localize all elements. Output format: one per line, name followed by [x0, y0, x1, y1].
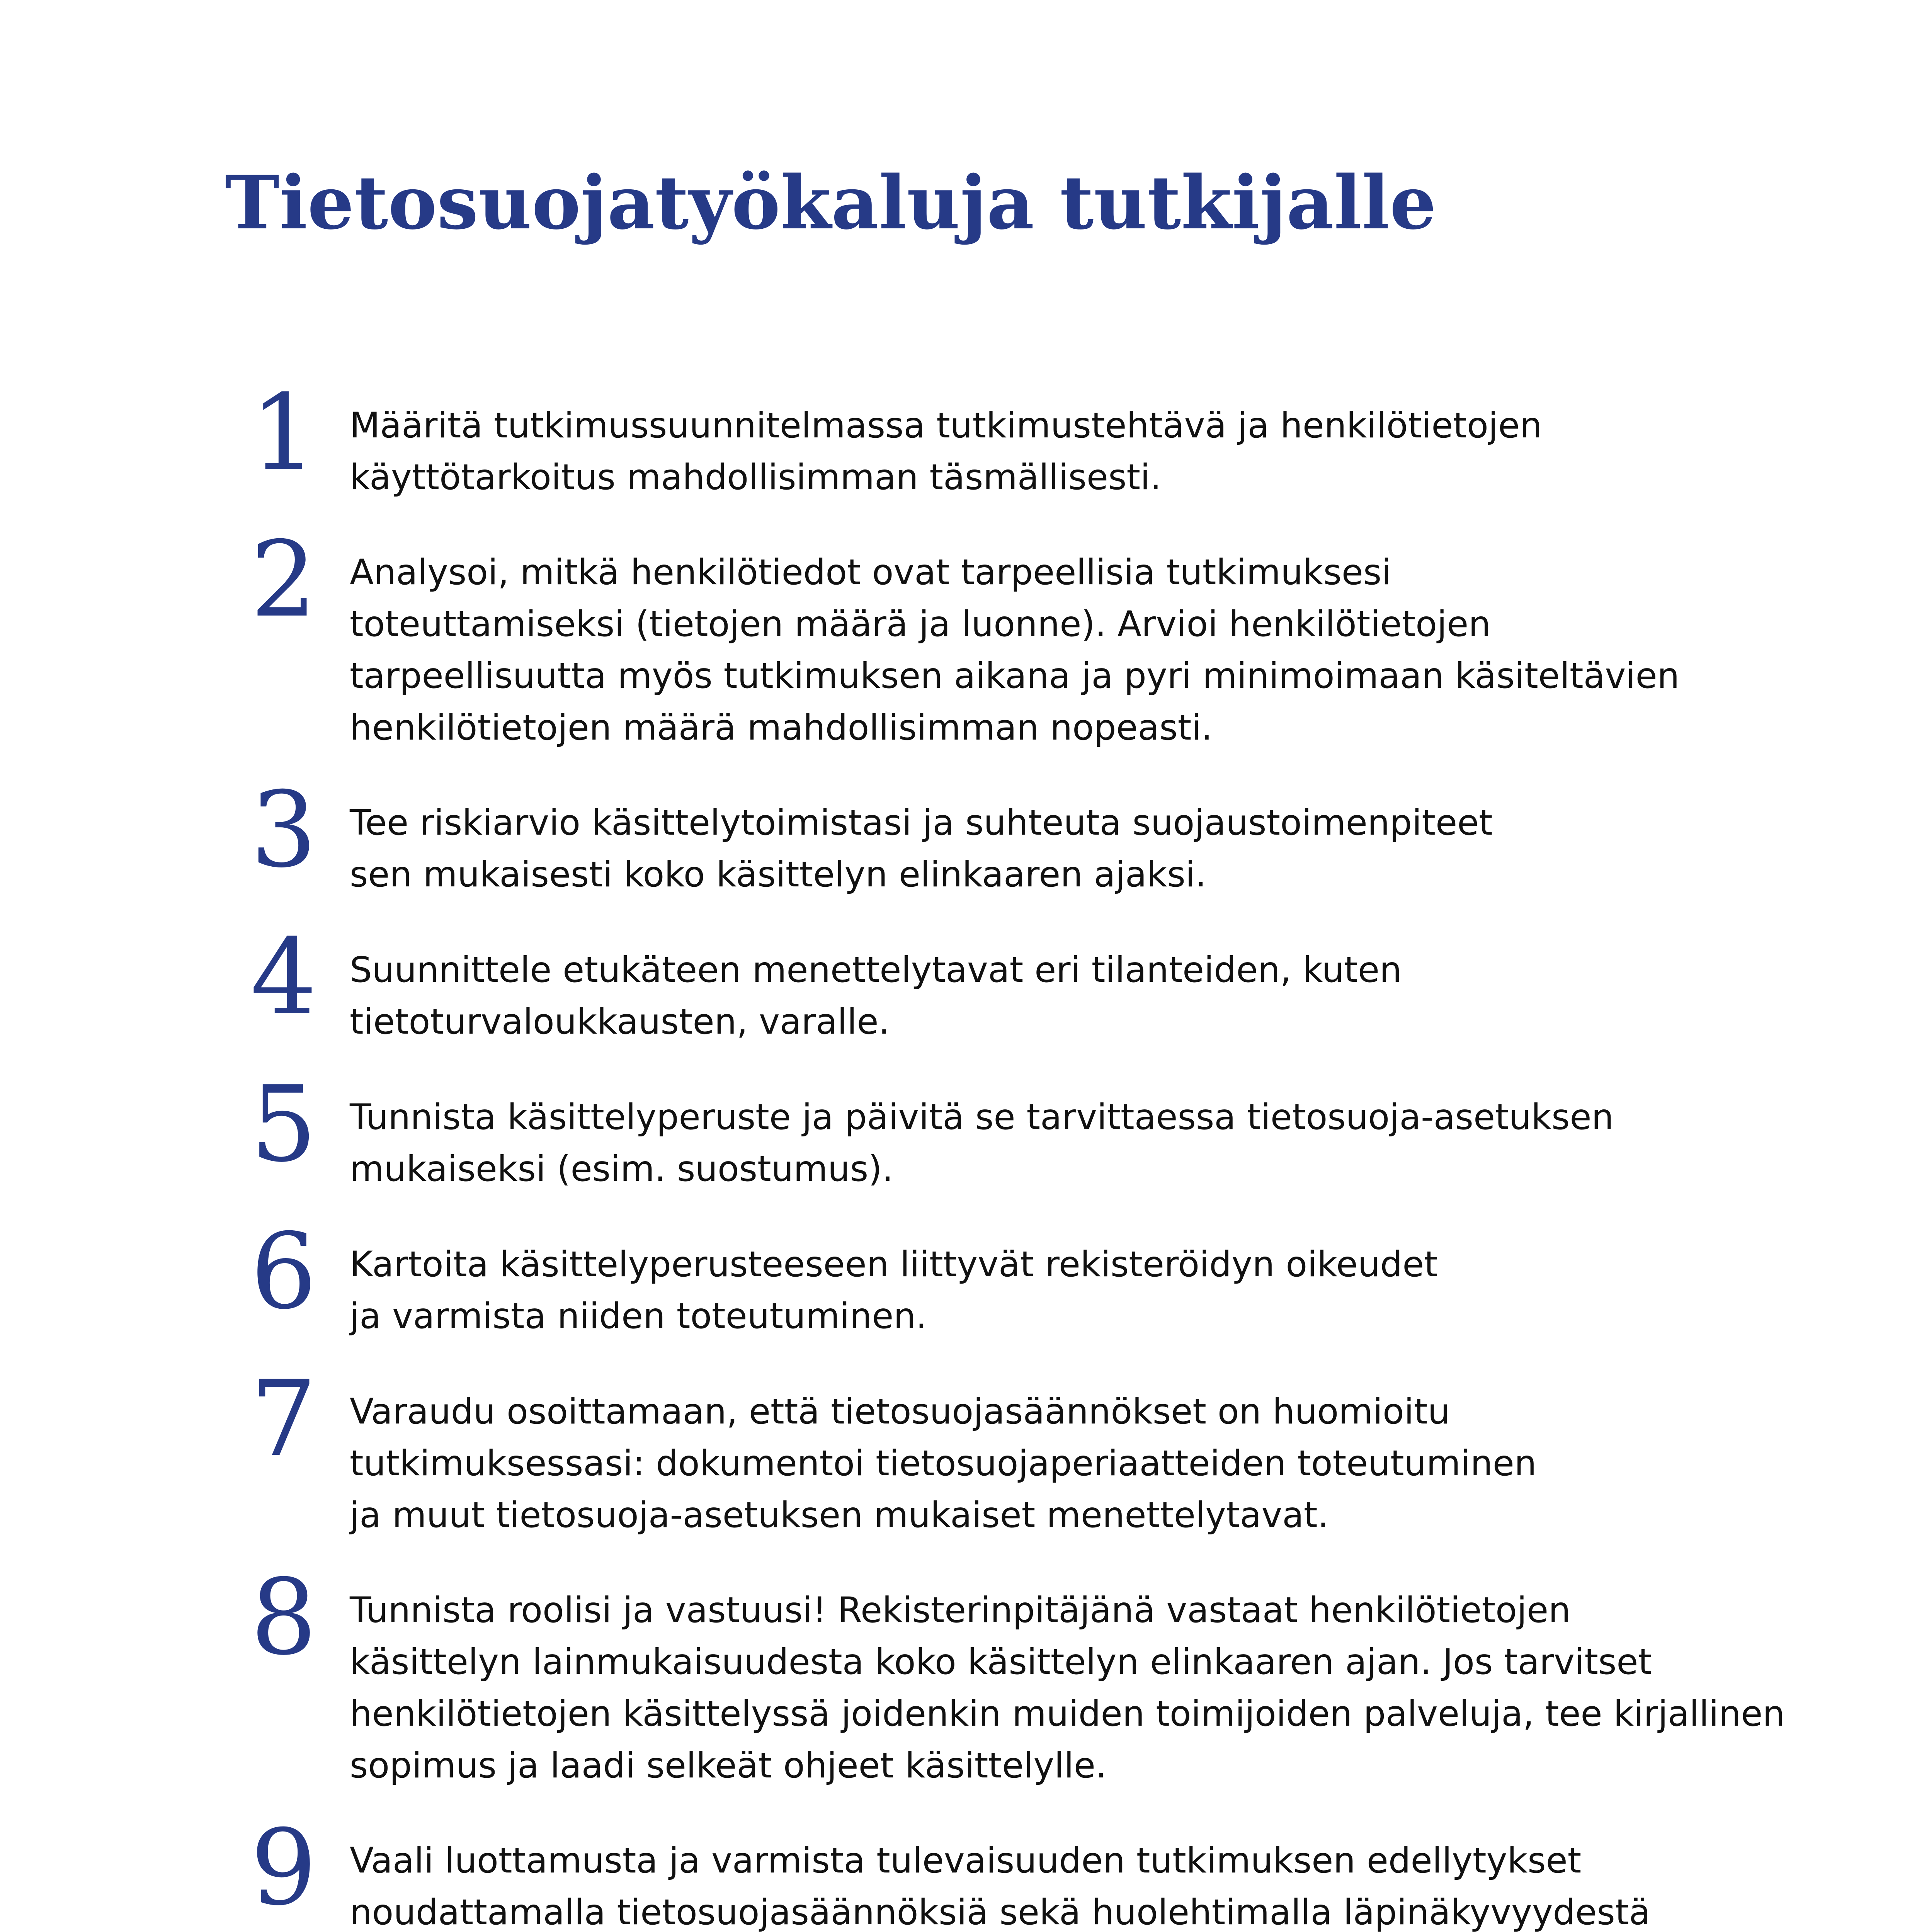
item-text-line: Tunnista käsittelyperuste ja päivitä se tarvittaessa tietosuoja-asetuksen	[350, 1097, 1614, 1138]
item-number: 5	[250, 1063, 317, 1185]
item-text	[350, 1386, 1537, 1541]
item-text-line: Analysoi, mitkä henkilötiedot ovat tarpeellisia tutkimuksesi	[350, 552, 1391, 593]
item-number: 4	[250, 916, 317, 1038]
item-text	[350, 400, 1542, 503]
item-text-line: Tunnista roolisi ja vastuusi! Rekisterinpitäjänä vastaat henkilötietojen	[350, 1590, 1571, 1631]
item-text-line: ja muut tietosuoja-asetuksen mukaiset menettelytavat.	[350, 1495, 1329, 1536]
item-text-line: tietoturvaloukkausten, varalle.	[350, 1002, 890, 1042]
item-text	[350, 1585, 1785, 1792]
item-text	[350, 547, 1679, 754]
item-text-line: Suunnittele etukäteen menettelytavat eri tilanteiden, kuten	[350, 950, 1402, 990]
item-text	[350, 1239, 1438, 1342]
item-text-line: toteuttamiseksi (tietojen määrä ja luonne). Arvioi henkilötietojen	[350, 604, 1491, 645]
item-text-line: ja varmista niiden toteutuminen.	[350, 1296, 927, 1337]
item-text-line: Määritä tutkimussuunnitelmassa tutkimustehtävä ja henkilötietojen	[350, 405, 1542, 446]
item-text-line: noudattamalla tietosuojasäännöksiä sekä huolehtimalla läpinäkyvyydestä	[350, 1892, 1651, 1932]
item-number: 8	[250, 1556, 317, 1678]
item-text-line: sen mukaisesti koko käsittelyn elinkaaren ajaksi.	[350, 854, 1206, 895]
item-text-line: henkilötietojen määrä mahdollisimman nopeasti.	[350, 707, 1213, 748]
item-number: 9	[250, 1807, 317, 1929]
item-number: 6	[250, 1211, 317, 1332]
item-text	[350, 944, 1402, 1048]
item-text-line: käsittelyn lainmukaisuudesta koko käsittelyn elinkaaren ajan. Jos tarvitset	[350, 1642, 1652, 1682]
item-text-line: tutkimuksessasi: dokumentoi tietosuojaperiaatteiden toteutuminen	[350, 1443, 1537, 1484]
item-number: 7	[250, 1358, 317, 1480]
item-text	[350, 797, 1493, 901]
item-text-line: sopimus ja laadi selkeät ohjeet käsittelylle.	[350, 1745, 1107, 1786]
page-title: Tietosuojatyökaluja tutkijalle	[225, 160, 1437, 246]
item-number: 2	[250, 519, 317, 640]
item-text	[350, 1835, 1650, 1932]
item-number: 3	[250, 769, 317, 891]
item-text-line: Varaudu osoittamaan, että tietosuojasäännökset on huomioitu	[350, 1391, 1450, 1432]
item-text-line: tarpeellisuutta myös tutkimuksen aikana ja pyri minimoimaan käsiteltävien	[350, 656, 1680, 696]
item-text	[350, 1092, 1614, 1195]
item-text-line: Kartoita käsittelyperusteeseen liittyvät rekisteröidyn oikeudet	[350, 1244, 1438, 1285]
item-text-line: mukaiseksi (esim. suostumus).	[350, 1149, 893, 1189]
item-text-line: Tee riskiarvio käsittelytoimistasi ja suhteuta suojaustoimenpiteet	[350, 803, 1493, 843]
item-text-line: Vaali luottamusta ja varmista tulevaisuuden tutkimuksen edellytykset	[350, 1840, 1582, 1881]
item-text-line: käyttötarkoitus mahdollisimman täsmällisesti.	[350, 457, 1162, 498]
item-text-line: henkilötietojen käsittelyssä joidenkin muiden toimijoiden palveluja, tee kirjallinen	[350, 1694, 1785, 1734]
item-number: 1	[250, 372, 317, 493]
